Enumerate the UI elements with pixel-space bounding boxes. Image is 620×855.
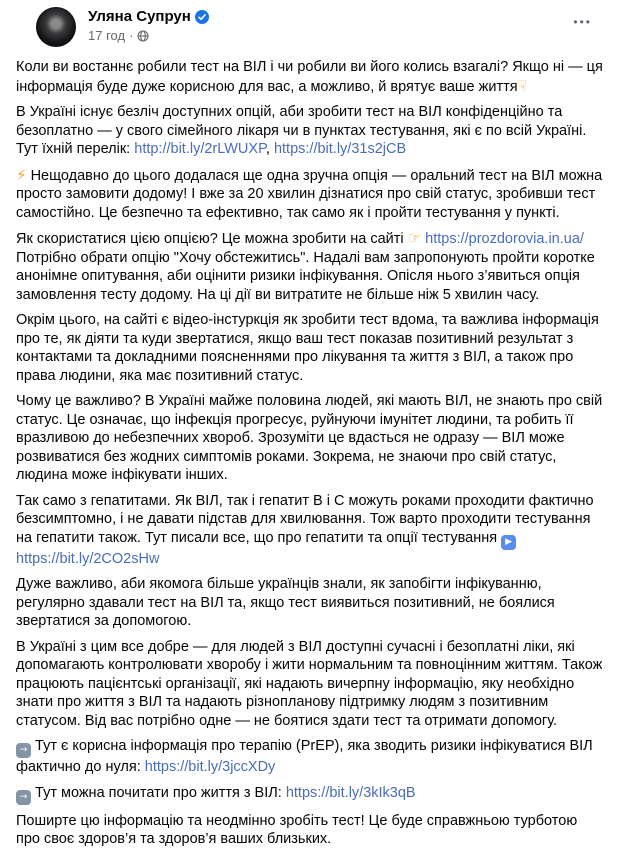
- post-paragraph: [16, 492, 604, 569]
- post-paragraph: [16, 103, 604, 159]
- post-paragraph: [16, 229, 604, 304]
- play-button-icon: ▶: [501, 535, 516, 550]
- post-timestamp[interactable]: 17 год: [88, 28, 126, 43]
- post-paragraph: [16, 737, 604, 777]
- post-paragraph: [16, 812, 604, 849]
- point-right-hand-icon: ☞: [407, 229, 422, 247]
- verified-badge-icon: [195, 10, 209, 24]
- post-paragraph: [16, 311, 604, 385]
- point-down-hand-icon: ☟: [517, 76, 527, 95]
- post-text: Тут є корисна інформація про терапію (PrEP), яка зводить ризики інфікуватися ВІЛ фактично до нуля:: [16, 738, 593, 775]
- post-text: ,: [265, 141, 274, 157]
- post-link[interactable]: https://prozdorovia.in.ua/: [425, 231, 584, 247]
- avatar[interactable]: [36, 7, 76, 47]
- post-link[interactable]: https://bit.ly/3jccXDy: [144, 759, 276, 775]
- post-paragraph: [16, 784, 604, 805]
- post-text: Чому це важливо? В Україні майже половина людей, які мають ВІЛ, не знають про свій статус. Це означає, що інфекція прогресує, руйнуючи імунітет людини, та робить її вразливою до небезпечних хвороб. Зрозуміти це вдасться не одразу — ВІЛ може розвиватися без жодних симптомів роками. Зокрема, не знаючи про свій статус, людина може інфікувати інших.: [16, 393, 603, 483]
- post-paragraph: [16, 392, 604, 485]
- post-paragraph: [16, 166, 604, 223]
- post-text: Потрібно обрати опцію "Хочу обстежитись". Надалі вам запропонують пройти коротке анонімне опитування, аби оцінити ризики інфікування. Опісля нього з’явиться опція замовлення тесту додому. На ці дії ви витратите не більше ніж 5 хвилин часу.: [16, 249, 595, 303]
- post-text: В Україні з цим все добре — для людей з ВІЛ доступні сучасні і безоплатні ліки, які допомагають контролювати хворобу і жити нормальним та повноцінним життям. Також працюють пацієнтські організації, які надають вичерпну інформацію, яку необхідно знати про життя з ВІЛ та надають різнопланову підтримку людям з позитивним статусом. Від вас потрібно одне — не боятися здати тест та отримати допомогу.: [16, 638, 603, 729]
- author-name[interactable]: Уляна Супрун: [88, 8, 191, 25]
- post-paragraph: [16, 575, 604, 631]
- right-arrow-icon: →: [16, 743, 31, 758]
- post-link[interactable]: https://bit.ly/2CO2sHw: [16, 550, 160, 567]
- post-header: [0, 0, 620, 50]
- right-arrow-icon: →: [16, 790, 31, 805]
- post-paragraph: [16, 58, 604, 96]
- post-text: Дуже важливо, аби якомога більше українців знали, як запобігти інфікуванню, регулярно здавали тест на ВІЛ та, якщо тест виявиться позитивний, не боялися звертатися за допомогою.: [16, 576, 555, 629]
- post-text: Коли ви востаннє робили тест на ВІЛ і чи робили ви його колись взагалі? Якщо ні — ця інформація буде дуже корисною для вас, а можливо, й врятує ваше життя: [16, 59, 603, 95]
- globe-privacy-icon: [137, 30, 149, 42]
- post-content: [0, 50, 620, 855]
- lightning-icon: ⚡: [16, 165, 27, 184]
- post-link[interactable]: http://bit.ly/2rLWUXP: [134, 141, 266, 157]
- meta-separator: ·: [129, 28, 134, 43]
- post-text: Нещодавно до цього додалася ще одна зручна опція — оральний тест на ВІЛ можна просто замовити додому! І вже за 20 хвилин дізнатися про свій статус, зробивши тест самостійно. Це безпечно та ефективно, так само як і пройти тестування у пункті.: [16, 167, 603, 221]
- post-text: Так само з гепатитами. Як ВІЛ, так і гепатит В і С можуть роками проходити фактично безсимптомно, і не давати підстав для хвилювання. Тож варто проходити тестування на гепатити також. Тут писали все, що про гепатити та опції тестування: [16, 492, 594, 546]
- post-text: Як скористатися цією опцією? Це можна зробити на сайті: [16, 231, 408, 247]
- post-link[interactable]: https://bit.ly/3kIk3qB: [285, 784, 416, 801]
- post-text: Тут можна почитати про життя з ВІЛ:: [31, 784, 286, 801]
- post-header-text: [88, 9, 209, 42]
- post-text: Поширте цю інформацію та неодмінно зробіть тест! Це буде справжньою турботою про своє здоров’я та здоров’я ваших близьких.: [16, 812, 578, 847]
- post-link[interactable]: https://bit.ly/31s2jCB: [273, 141, 407, 157]
- more-options-button[interactable]: •••: [573, 15, 592, 29]
- post-paragraph: [16, 638, 604, 731]
- post-text: Окрім цього, на сайті є відео-інстуркція як зробити тест вдома, та важлива інформація про те, як діяти та куди звертатися, якщо ваш тест показав позитивний результат з контактами та докладними поясненнями про лікування та життя з ВІЛ, а також про права людини, яка має позитивний статус.: [16, 312, 599, 384]
- post-text: В Україні існує безліч доступних опцій, аби зробити тест на ВІЛ конфіденційно та безоплатно — у свого сімейного лікаря чи в пунктах тестування, які є по всій Україні. Тут їхній перелік:: [16, 104, 587, 157]
